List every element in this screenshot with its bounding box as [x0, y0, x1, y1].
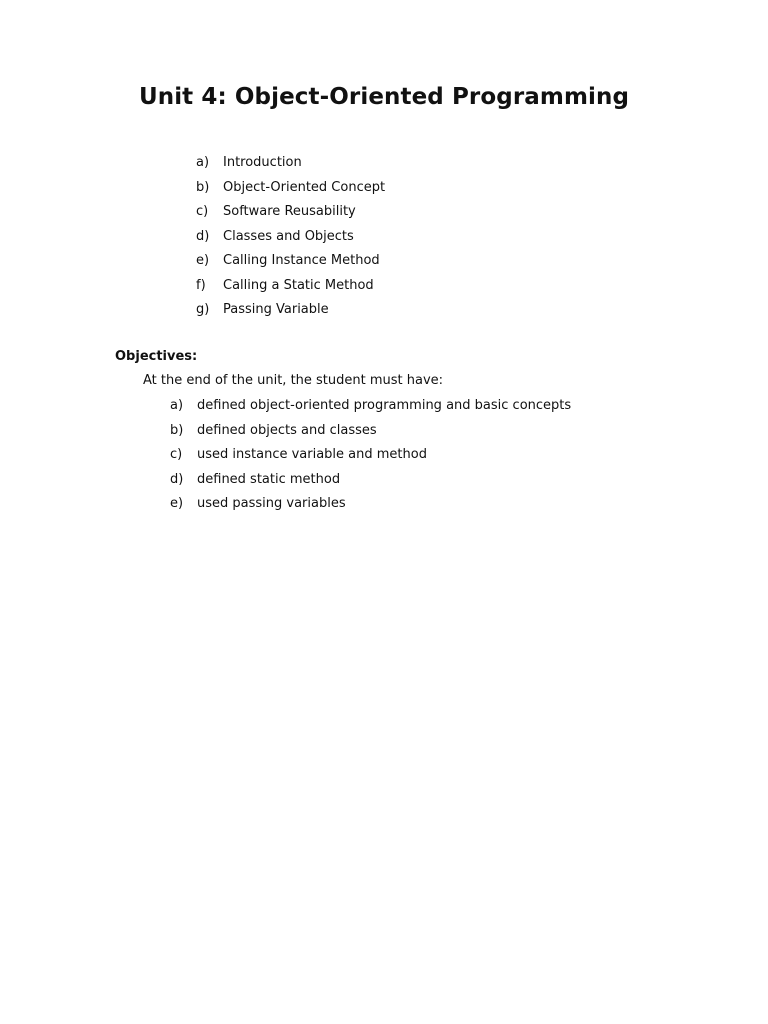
list-item-text: defined static method: [197, 471, 341, 487]
list-item: [196, 177, 385, 202]
list-item-text: Object-Oriented Concept: [223, 179, 386, 195]
list-marker: c): [170, 447, 183, 462]
list-marker: e): [170, 496, 184, 511]
list-marker: f): [196, 277, 206, 293]
list-item-text: defined object-oriented programming and basic concepts: [197, 398, 572, 413]
list-item: [196, 201, 385, 226]
page-title: Unit 4: Object-Oriented Programming: [138, 84, 630, 110]
list-item: [170, 395, 571, 420]
list-item-text: Classes and Objects: [223, 228, 354, 244]
list-marker: c): [196, 204, 209, 219]
list-item: [196, 299, 385, 324]
list-item: [170, 469, 571, 494]
objectives-heading: Objectives:: [115, 349, 198, 364]
list-item-text: used instance variable and method: [197, 447, 427, 462]
list-marker: d): [196, 228, 210, 244]
list-marker: b): [196, 179, 210, 195]
list-item: [196, 275, 385, 300]
list-item: [196, 250, 385, 275]
topics-list: [196, 152, 385, 324]
list-item-text: used passing variables: [197, 496, 346, 511]
list-marker: a): [170, 398, 184, 413]
list-item: [170, 420, 571, 445]
list-marker: d): [170, 471, 184, 487]
list-marker: a): [196, 155, 210, 170]
objectives-intro: At the end of the unit, the student must have:: [143, 373, 444, 388]
list-item: [170, 444, 571, 469]
list-item-text: Software Reusability: [223, 204, 356, 219]
list-item: [170, 493, 571, 518]
list-item-text: Passing Variable: [223, 302, 329, 317]
objectives-list: [170, 395, 571, 518]
list-item: [196, 152, 385, 177]
list-item-text: Calling Instance Method: [223, 253, 380, 268]
list-marker: b): [170, 422, 184, 438]
list-marker: e): [196, 253, 210, 268]
list-item-text: Introduction: [223, 155, 302, 170]
list-item: [196, 226, 385, 251]
list-marker: g): [196, 302, 210, 317]
list-item-text: defined objects and classes: [197, 422, 377, 438]
list-item-text: Calling a Static Method: [223, 277, 374, 293]
